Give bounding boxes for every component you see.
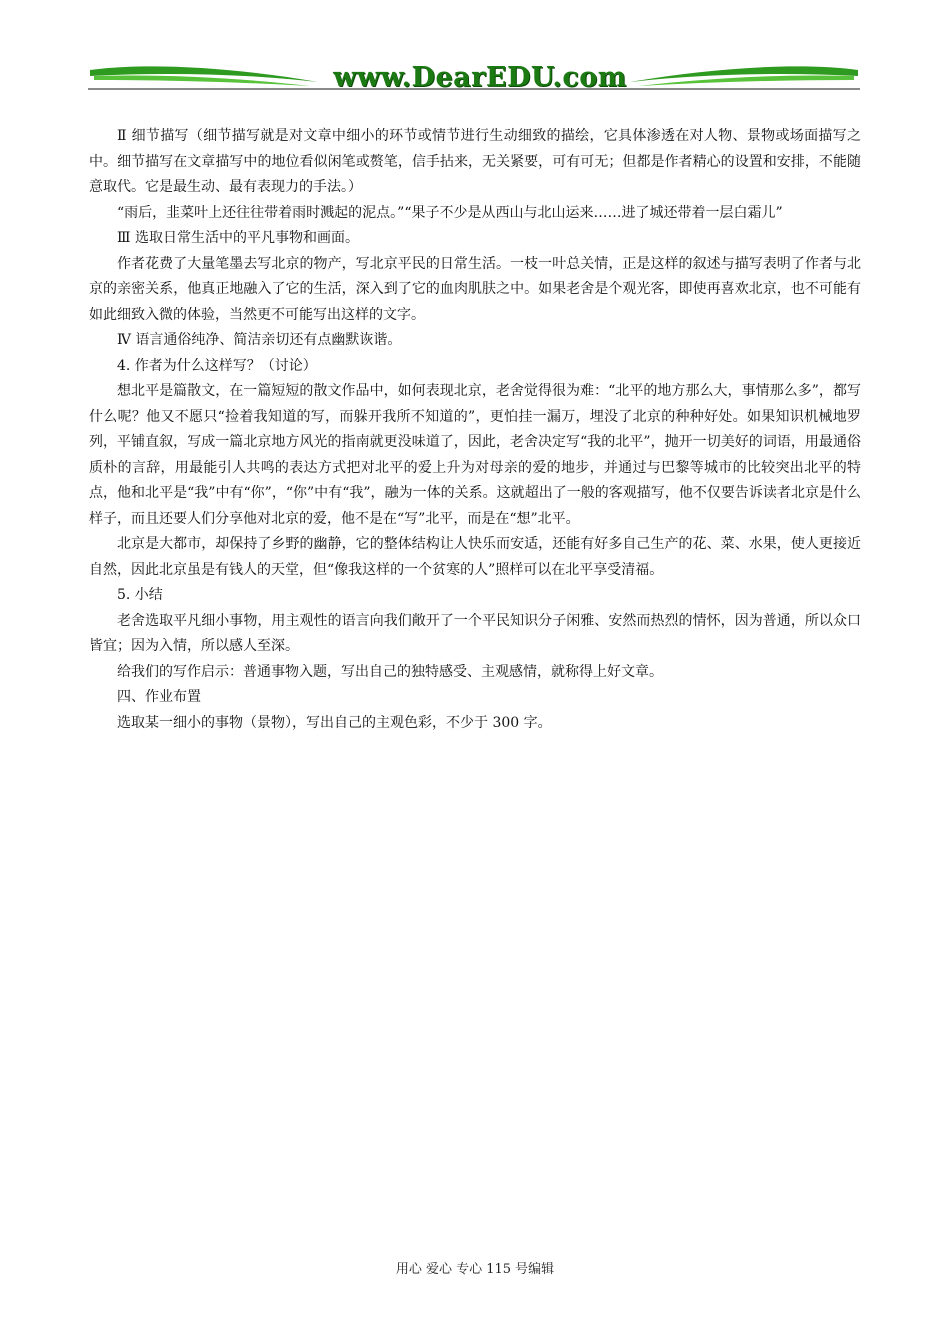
paragraph-point-four: Ⅳ 语言通俗纯净、简洁亲切还有点幽默诙谐。 bbox=[117, 332, 402, 348]
paragraph-quote: “雨后，韭菜叶上还往往带着雨时溅起的泥点。”“果子不少是从西山与北山运来……进了城还带着一层白霜儿” bbox=[117, 204, 783, 221]
document-body bbox=[89, 124, 861, 736]
paragraph-beijing-city: 北京是大都市，却保持了乡野的幽静，它的整体结构让人快乐而安适，还能有好多自己生产的花、菜、水果，使人更接近自然，因此北京虽是有钱人的天堂，但“像我这样的一个贫寒的人”照样可以在北平享受清福。 bbox=[89, 536, 861, 578]
paragraph-writing-tip: 给我们的写作启示：普通事物入题，写出自己的独特感受、主观感情，就称得上好文章。 bbox=[117, 663, 663, 680]
paragraph-point-three: Ⅲ 选取日常生活中的平凡事物和画面。 bbox=[117, 230, 359, 246]
section-heading-why: 4. 作者为什么这样写？（讨论） bbox=[117, 357, 317, 374]
paragraph-detail-description: Ⅱ 细节描写（细节描写就是对文章中细小的环节或情节进行生动细致的描绘，它具体渗透在对人物、景物或场面描写之中。细节描写在文章描写中的地位看似闲笔或赘笔，信手拈来，无关紧要，可有可无；但都是作者精心的设置和安排，不能随意取代。它是最生动、最有表现力的手法。） bbox=[89, 128, 861, 195]
paragraph-beijing-products: 作者花费了大量笔墨去写北京的物产，写北京平民的日常生活。一枝一叶总关情，正是这样的叙述与描写表明了作者与北京的亲密关系，他真正地融入了它的生活，深入到了它的血肉肌肤之中。如果老舍是个观光客，即使再喜欢北京，也不可能有如此细致入微的体验，当然更不可能写出这样的文字。 bbox=[89, 255, 861, 323]
page-header bbox=[88, 60, 860, 96]
page-footer: 用心 爱心 专心 115 号编辑 bbox=[395, 1262, 555, 1277]
section-heading-summary: 5. 小结 bbox=[117, 587, 163, 603]
paragraph-homework: 选取某一细小的事物（景物），写出自己的主观色彩，不少于 300 字。 bbox=[117, 714, 552, 731]
section-heading-homework: 四、作业布置 bbox=[117, 689, 201, 705]
site-logo-text: www.DearEDU.com bbox=[333, 62, 627, 93]
paragraph-think-beiping: 想北平是篇散文，在一篇短短的散文作品中，如何表现北京，老舍觉得很为难：“北平的地方那么大，事情那么多”，都写什么呢？他又不愿只“捡着我知道的写，而躲开我所不知道的”，更怕挂一漏万，埋没了北京的种种好处。如果知识机械地罗列，平铺直叙，写成一篇北京地方风光的指南就更没味道了，因此，老舍决定写“我的北平”，抛开一切美好的词语，用最通俗质朴的言辞，用最能引人共鸣的表达方式把对北平的爱上升为对母亲的爱的地步，并通过与巴黎等城市的比较突出北平的特点，他和北平是“我”中有“你”，“你”中有“我”，融为一体的关系。这就超出了一般的客观描写，他不仅要告诉读者北京是什么样子，而且还要人们分享他对北京的爱，他不是在“写”北平，而是在“想”北平。 bbox=[89, 383, 861, 527]
paragraph-summary: 老舍选取平凡细小事物，用主观性的语言向我们敞开了一个平民知识分子闲雅、安然而热烈的情怀，因为普通，所以众口皆宜；因为入情，所以感人至深。 bbox=[89, 612, 861, 654]
